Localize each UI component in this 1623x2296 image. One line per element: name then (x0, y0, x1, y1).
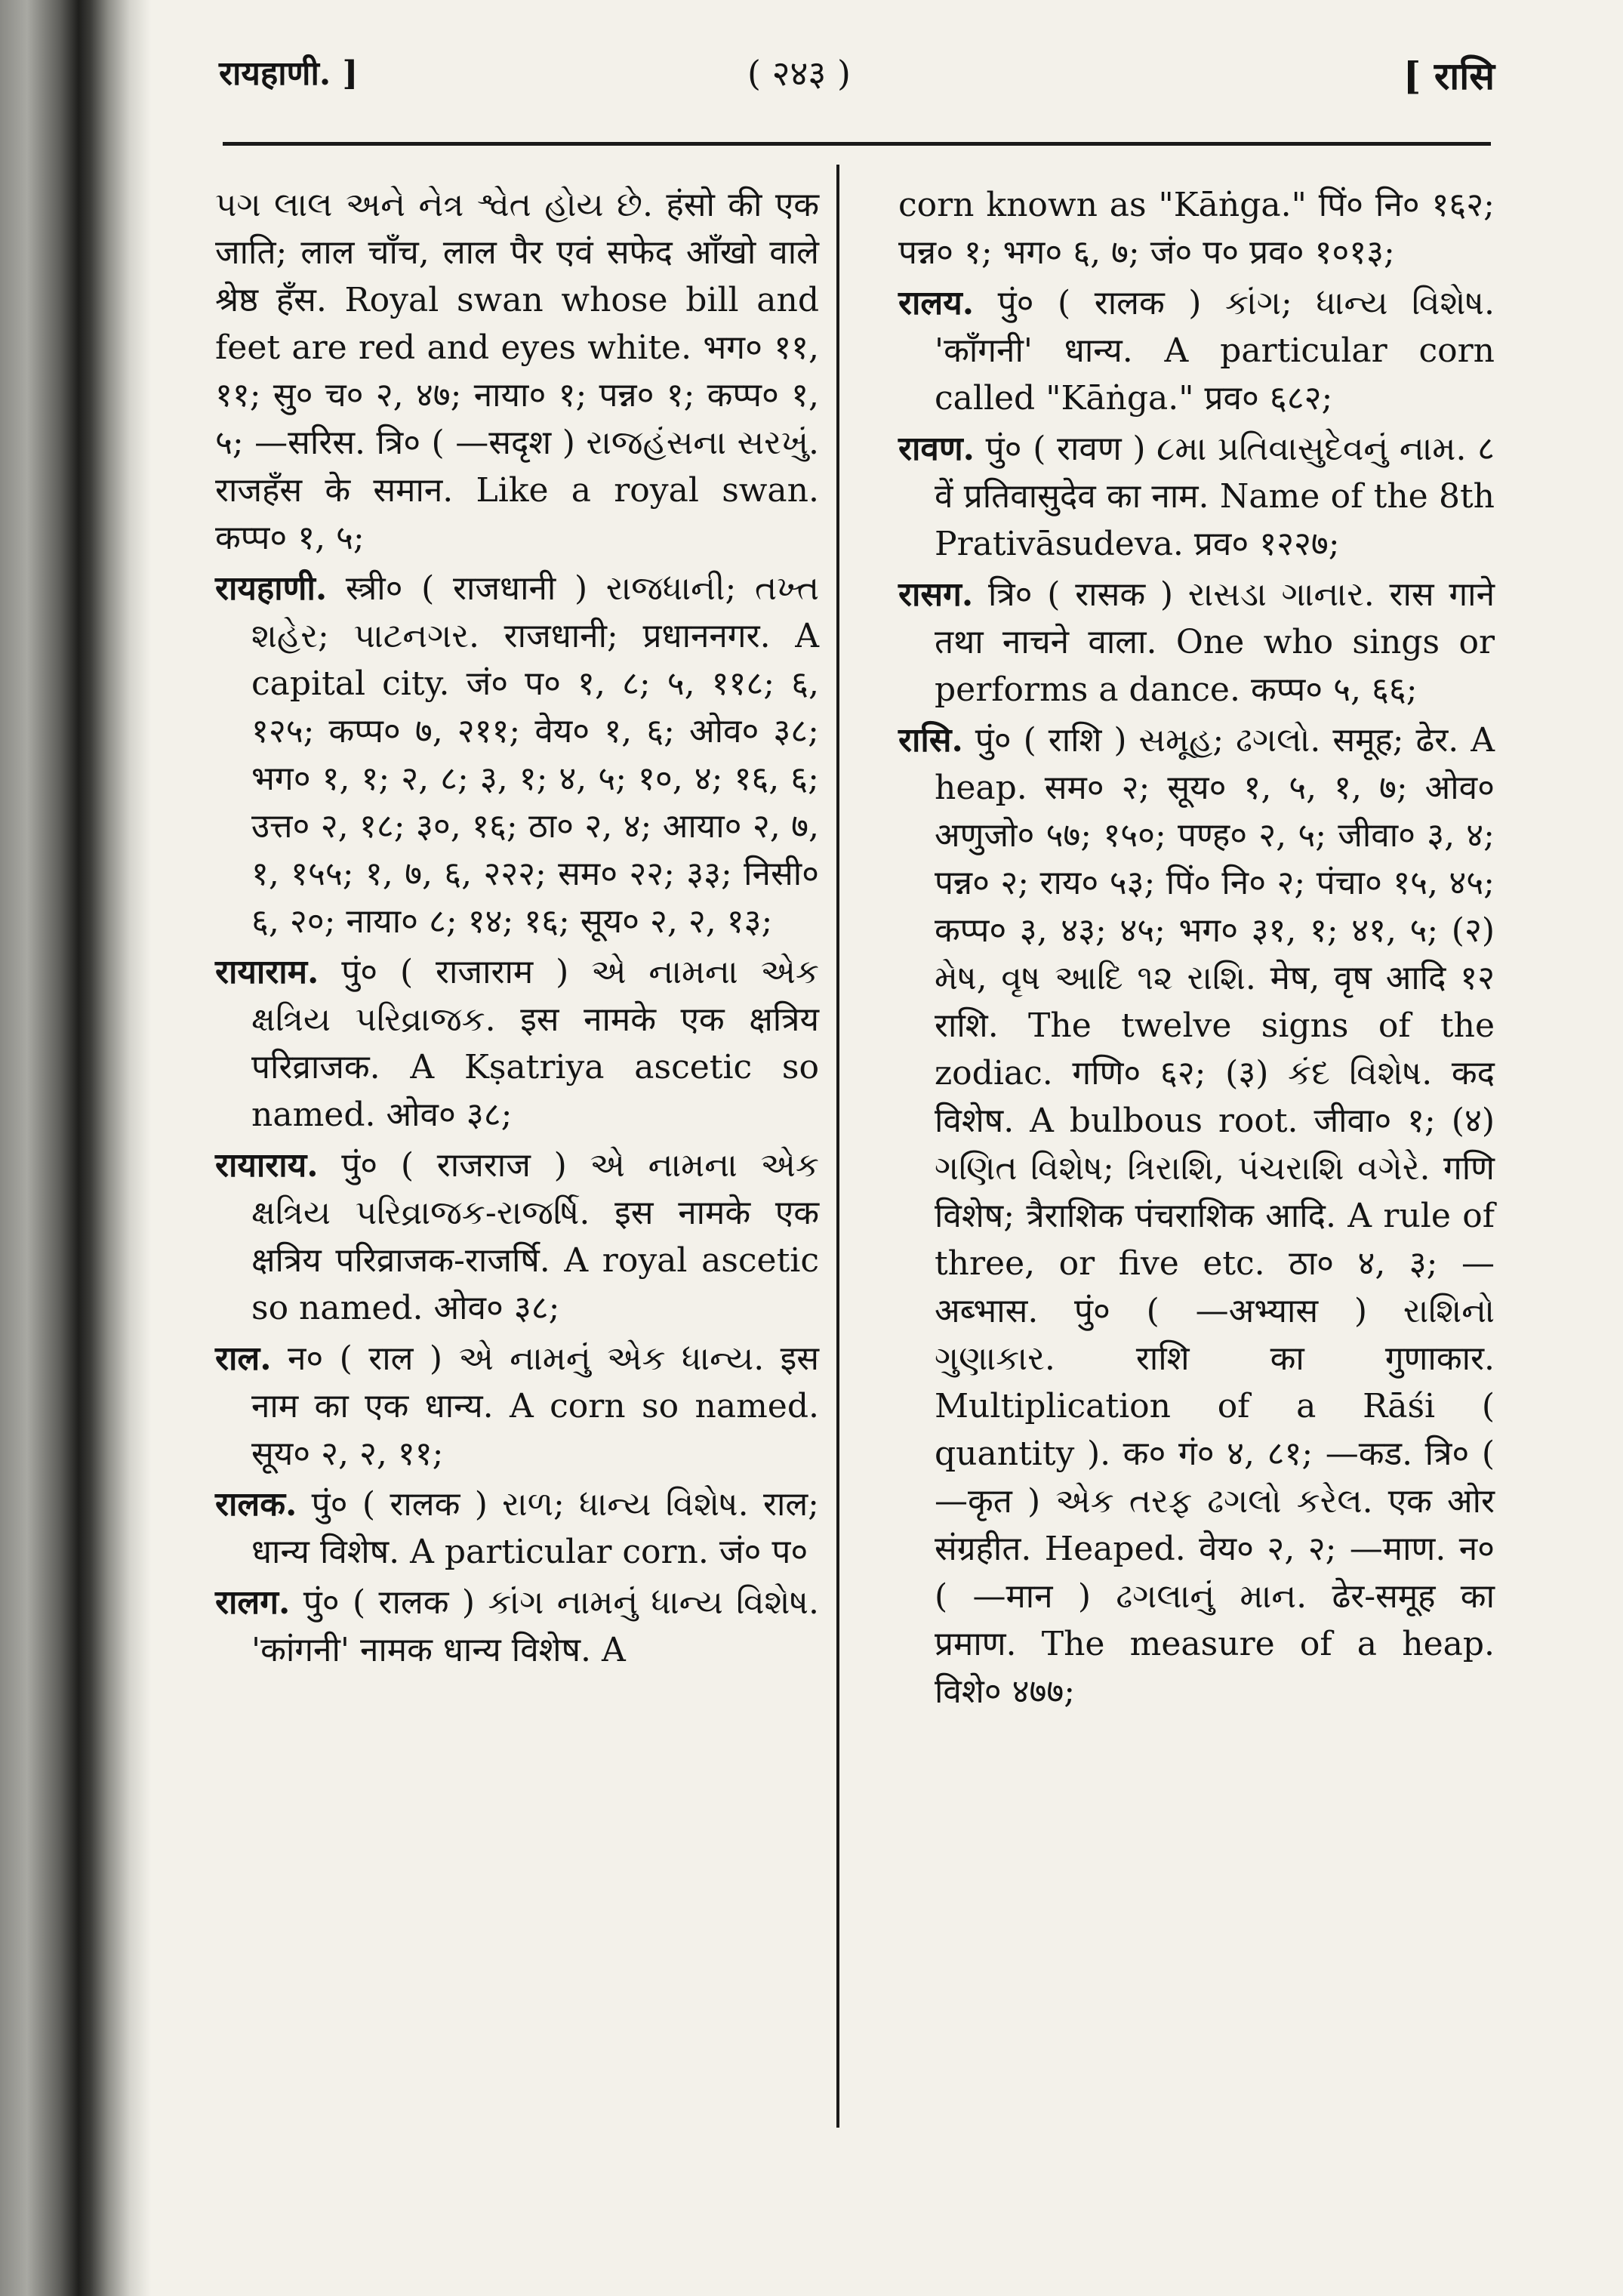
dictionary-entry (898, 279, 1495, 422)
entry-headword: रासग. (898, 575, 974, 614)
header-left-guideword: रायहाणी. ] (219, 54, 359, 93)
entry-text: न० ( राल ) એ નામનું એક ધાન્ય. इस नाम का एक धान्य. A corn so named. सूय० २, २, ११; (251, 1339, 819, 1473)
page-header (219, 42, 1495, 132)
entry-headword: रालय. (898, 284, 975, 322)
dictionary-entry (898, 181, 1495, 276)
dictionary-entry (215, 565, 819, 945)
entry-text: corn known as "Kāṅga." पिं० नि० १६२; पन्न० १; भग० ६, ७; जं० प० प्रव० १०१३; (898, 186, 1495, 272)
dictionary-entry (215, 1335, 819, 1478)
entry-headword: रालग. (215, 1583, 291, 1622)
left-column (215, 181, 819, 1677)
entry-headword: रायहाणी. (215, 569, 328, 608)
entry-headword: राल. (215, 1339, 272, 1378)
dictionary-entry (898, 571, 1495, 713)
page-number: ( २४३ ) (747, 53, 851, 94)
entry-text: પગ લાલ અને નેત્ર શ્વેત હોય છે. हंसो की एक जाति; लाल चाँच, लाल पैर एवं सफेद आँखो वाले श्रेष्ठ हँस. Royal swan whose bill and feet are red and eyes white. भग० ११, ११; सु० च० २, ४७; नाया० १; पन्न० १; कप्प० १, ५; —सरिस. त्रि० ( —सदृश ) રાજહંસના સરખું. राजहँस के समान. Like a royal swan. कप्प० १, ५; (215, 186, 819, 557)
dictionary-entry (215, 1142, 819, 1332)
dictionary-entry (215, 1481, 819, 1576)
book-binding-shadow (0, 0, 151, 2296)
entry-text: पुं० ( रालक ) કાંગ; ધાન્ય વિશેષ. 'काँगनी' धान्य. A particular corn called "Kāṅga." प्रव० ६८२; (935, 284, 1495, 418)
entry-text: पुं० ( राशि ) સમૂહ; ઢગલો. समूह; ढेर. A heap. सम० २; सूय० १, ५, १, ७; ओव० अणुजो० ५७; १५०; पण्ह० २, ५; जीवा० ३, ४; पन्न० २; राय० ५३; पिं० नि० २; पंचा० १५, ४५; कप्प० ३, ४३; ४५; भग० ३१, १; ४१, ५; (२) મેષ, વૃષ આદિ ૧૨ રાશિ. मेष, वृष आदि १२ राशि. The twelve signs of the zodiac. गणि० ६२; (३) કંદ વિશેષ. कद विशेष. A bulbous root. जीवा० १; (४) ગણિત વિશેષ; ત્રિરાશિ, પંચરાશિ વગેરે. गणि विशेष; त्रैराशिक पंचराशिक आदि. A rule of three, or five etc. ठा० ४, ३; —अब्भास. पुं० ( —अभ्यास ) રાશિનો ગુણાકાર. राशि का गुणाकार. Multiplication of a Rāśi ( quantity ). क० गं० ४, ८१; —कड. त्रि० ( —कृत ) એક તરફ ઢગલો કરેલ. एक ओर संग्रहीत. Heaped. वेय० २, २; —माण. न० ( —मान ) ઢગલાનું માન. ढेर-समूह का प्रमाण. The measure of a heap. विशे० ४७७; (935, 721, 1495, 1711)
entry-headword: रायाराय. (215, 1146, 319, 1185)
entry-headword: रावण. (898, 430, 975, 468)
dictionary-entry (215, 181, 819, 562)
entry-text: पुं० ( राजाराम ) એ નામના એક ક્ષત્રિય પરિવ્રાજક. इस नामके एक क्षत्रिय परिव्राजक. A Kṣatriya ascetic so named. ओव० ३८; (251, 953, 819, 1134)
entry-headword: रासि. (898, 721, 963, 760)
entry-text: पुं० ( रावण ) ૮મા પ્રતિવાસુદેવનું નામ. ८ वें प्रतिवासुदेव का नाम. Name of the 8th Prativāsudeva. प्रव० १२२७; (935, 430, 1495, 563)
entry-text: पुं० ( राजराज ) એ નામના એક ક્ષત્રિય પરિવ્રાજક-રાજર્ષિ. इस नामके एक क्षत्रिय परिव्राजक-राजर्षि. A royal ascetic so named. ओव० ३८; (251, 1146, 819, 1327)
entry-headword: रायाराम. (215, 953, 319, 991)
entry-text: स्त्री० ( राजधानी ) રાજધાની; તખ્ત શહેર; પાટનગર. राजधानी; प्रधाननगर. A capital city. जं० प० १, ८; ५, ११८; ६, १२५; कप्प० ७, २११; वेय० १, ६; ओव० ३८; भग० १, १; २, ८; ३, १; ४, ५; १०, ४; १६, ६; उत्त० २, १८; ३०, १६; ठा० २, ४; आया० २, ७, १, १५५; १, ७, ६, २२२; सम० २२; ३३; निसी० ६, २०; नाया० ८; १४; १६; सूय० २, २, १३; (251, 569, 819, 941)
entry-text: पुं० ( रालक ) રાળ; ધાન્ય વિશેષ. राल; धान्य विशेष. A particular corn. जं० प० (251, 1485, 819, 1571)
header-rule (223, 142, 1491, 146)
header-right-guideword: [ रासि (1403, 54, 1495, 98)
dictionary-entry (898, 425, 1495, 568)
dictionary-entry (898, 717, 1495, 1715)
entry-text: त्रि० ( रासक ) રાસડા ગાનાર. रास गाने तथा नाचने वाला. One who sings or performs a dance. कप्प० ५, ६६; (935, 575, 1495, 709)
dictionary-entry (215, 948, 819, 1139)
column-divider (836, 165, 839, 2128)
entry-headword: रालक. (215, 1485, 297, 1524)
dictionary-entry (215, 1579, 819, 1674)
right-column (898, 181, 1495, 1718)
entry-text: पुं० ( रालक ) કાંગ નામનું ધાન્ય વિશેષ. 'कांगनी' नामक धान्य विशेष. A (251, 1583, 819, 1669)
